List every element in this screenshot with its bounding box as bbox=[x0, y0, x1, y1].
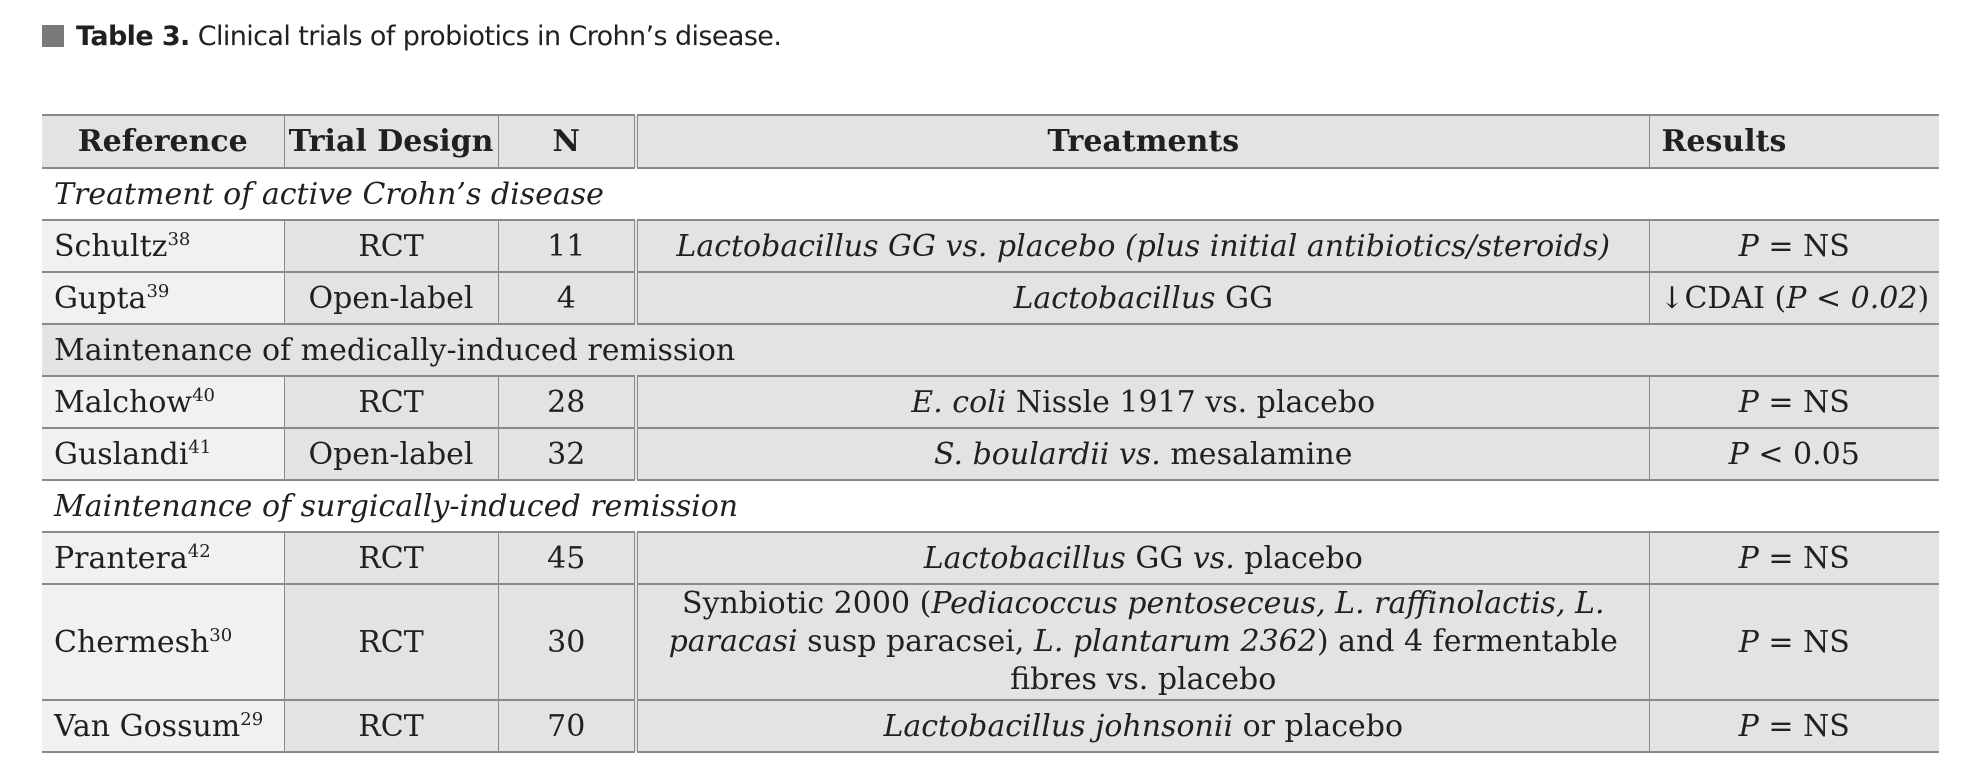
n-cell: 28 bbox=[498, 376, 636, 428]
n-cell: 11 bbox=[498, 220, 636, 272]
italic-text-run: P bbox=[1738, 228, 1759, 264]
reference-citation: 39 bbox=[146, 280, 170, 302]
treatments-cell bbox=[636, 220, 1649, 272]
caption-text: Clinical trials of probiotics in Crohn’s disease. bbox=[197, 20, 782, 52]
results-cell bbox=[1649, 532, 1939, 584]
reference-name: Gupta bbox=[54, 280, 147, 316]
n-cell: 32 bbox=[498, 428, 636, 480]
italic-text-run: P bbox=[1738, 384, 1759, 420]
header-treatments: Treatments bbox=[636, 115, 1649, 168]
header-n: N bbox=[498, 115, 636, 168]
results-cell bbox=[1649, 220, 1939, 272]
trials-table bbox=[42, 114, 1939, 753]
text-run: GG bbox=[1215, 280, 1274, 316]
section-title: Treatment of active Crohn’s disease bbox=[42, 168, 1939, 220]
italic-text-run: Lactobacillus bbox=[1013, 280, 1216, 316]
text-run: ) and 4 fermentable fibres vs. placebo bbox=[1010, 624, 1618, 697]
text-run: < 0.05 bbox=[1748, 436, 1860, 472]
table-caption bbox=[42, 14, 781, 58]
italic-text-run: P bbox=[1738, 708, 1759, 744]
italic-text-run: L. plantarum 2362 bbox=[1033, 624, 1317, 659]
table-row bbox=[42, 584, 1939, 700]
treatments-cell bbox=[636, 428, 1649, 480]
table-row bbox=[42, 700, 1939, 752]
italic-text-run: P bbox=[1728, 436, 1749, 472]
table-row bbox=[42, 220, 1939, 272]
n-cell: 30 bbox=[498, 584, 636, 700]
header-row bbox=[42, 115, 1939, 168]
italic-text-run: P bbox=[1738, 624, 1759, 660]
text-run: Synbiotic 2000 ( bbox=[682, 586, 932, 621]
reference-citation: 40 bbox=[192, 384, 215, 406]
reference-name: Schultz bbox=[54, 228, 168, 264]
treatments-cell bbox=[636, 700, 1649, 752]
reference-cell bbox=[42, 376, 284, 428]
italic-text-run: Lactobacillus johnsonii bbox=[883, 708, 1234, 744]
reference-cell bbox=[42, 428, 284, 480]
results-cell bbox=[1649, 700, 1939, 752]
reference-name: Van Gossum bbox=[54, 708, 241, 744]
italic-text-run: S. boulardii vs. bbox=[934, 436, 1161, 472]
reference-cell bbox=[42, 584, 284, 700]
text-run: GG bbox=[1125, 540, 1193, 576]
n-cell: 4 bbox=[498, 272, 636, 324]
trial-design-cell: RCT bbox=[284, 532, 498, 584]
trial-design-cell: RCT bbox=[284, 584, 498, 700]
caption-square-icon bbox=[42, 25, 64, 47]
reference-citation: 29 bbox=[240, 708, 264, 730]
italic-text-run: Lactobacillus GG vs. placebo (plus initial antibiotics/steroids) bbox=[676, 228, 1611, 264]
treatments-cell bbox=[636, 272, 1649, 324]
reference-citation: 41 bbox=[188, 436, 212, 458]
text-run: placebo bbox=[1234, 540, 1363, 576]
header-trial-design: Trial Design bbox=[284, 115, 498, 168]
table-row bbox=[42, 272, 1939, 324]
text-run: = NS bbox=[1758, 708, 1850, 744]
text-run: ↓CDAI ( bbox=[1659, 280, 1787, 316]
results-cell bbox=[1649, 272, 1939, 324]
text-run: = NS bbox=[1758, 384, 1850, 420]
results-cell bbox=[1649, 584, 1939, 700]
text-run: ) bbox=[1917, 280, 1930, 316]
treatments-cell bbox=[636, 532, 1649, 584]
reference-citation: 42 bbox=[187, 540, 211, 562]
reference-cell bbox=[42, 532, 284, 584]
table-row bbox=[42, 428, 1939, 480]
section-row bbox=[42, 168, 1939, 220]
text-run: = NS bbox=[1758, 624, 1850, 660]
section-row bbox=[42, 480, 1939, 532]
reference-name: Malchow bbox=[54, 384, 193, 420]
reference-citation: 30 bbox=[209, 624, 233, 646]
results-cell bbox=[1649, 376, 1939, 428]
header-reference: Reference bbox=[42, 115, 284, 168]
n-cell: 70 bbox=[498, 700, 636, 752]
trial-design-cell: Open-label bbox=[284, 428, 498, 480]
italic-text-run: vs. bbox=[1192, 540, 1235, 576]
section-title: Maintenance of surgically-induced remission bbox=[42, 480, 1939, 532]
table-row bbox=[42, 532, 1939, 584]
results-cell bbox=[1649, 428, 1939, 480]
text-run: = NS bbox=[1758, 540, 1850, 576]
reference-name: Prantera bbox=[54, 540, 188, 576]
text-run: susp paracsei, bbox=[797, 624, 1034, 659]
treatments-cell bbox=[636, 584, 1649, 700]
italic-text-run: P bbox=[1738, 540, 1759, 576]
text-run: mesalamine bbox=[1160, 436, 1353, 472]
caption-label: Table 3. bbox=[76, 20, 190, 52]
section-title: Maintenance of medically-induced remission bbox=[42, 324, 1939, 376]
reference-citation: 38 bbox=[167, 228, 191, 250]
trial-design-cell: RCT bbox=[284, 376, 498, 428]
reference-cell bbox=[42, 220, 284, 272]
reference-name: Chermesh bbox=[54, 624, 210, 660]
table-row bbox=[42, 376, 1939, 428]
header-results: Results bbox=[1649, 115, 1939, 168]
trial-design-cell: Open-label bbox=[284, 272, 498, 324]
reference-name: Guslandi bbox=[54, 436, 189, 472]
trial-design-cell: RCT bbox=[284, 220, 498, 272]
text-run: Nissle 1917 vs. placebo bbox=[1006, 384, 1376, 420]
italic-text-run: Lactobacillus bbox=[923, 540, 1126, 576]
text-run: or placebo bbox=[1233, 708, 1404, 744]
n-cell: 45 bbox=[498, 532, 636, 584]
italic-text-run: P < 0.02 bbox=[1786, 280, 1918, 316]
reference-cell bbox=[42, 700, 284, 752]
italic-text-run: Pediacoccus pentoseceus, L. raffinolactis, L. paracasi bbox=[668, 586, 1605, 659]
text-run: = NS bbox=[1758, 228, 1850, 264]
treatments-cell bbox=[636, 376, 1649, 428]
section-row bbox=[42, 324, 1939, 376]
trial-design-cell: RCT bbox=[284, 700, 498, 752]
reference-cell bbox=[42, 272, 284, 324]
italic-text-run: E. coli bbox=[911, 384, 1007, 420]
